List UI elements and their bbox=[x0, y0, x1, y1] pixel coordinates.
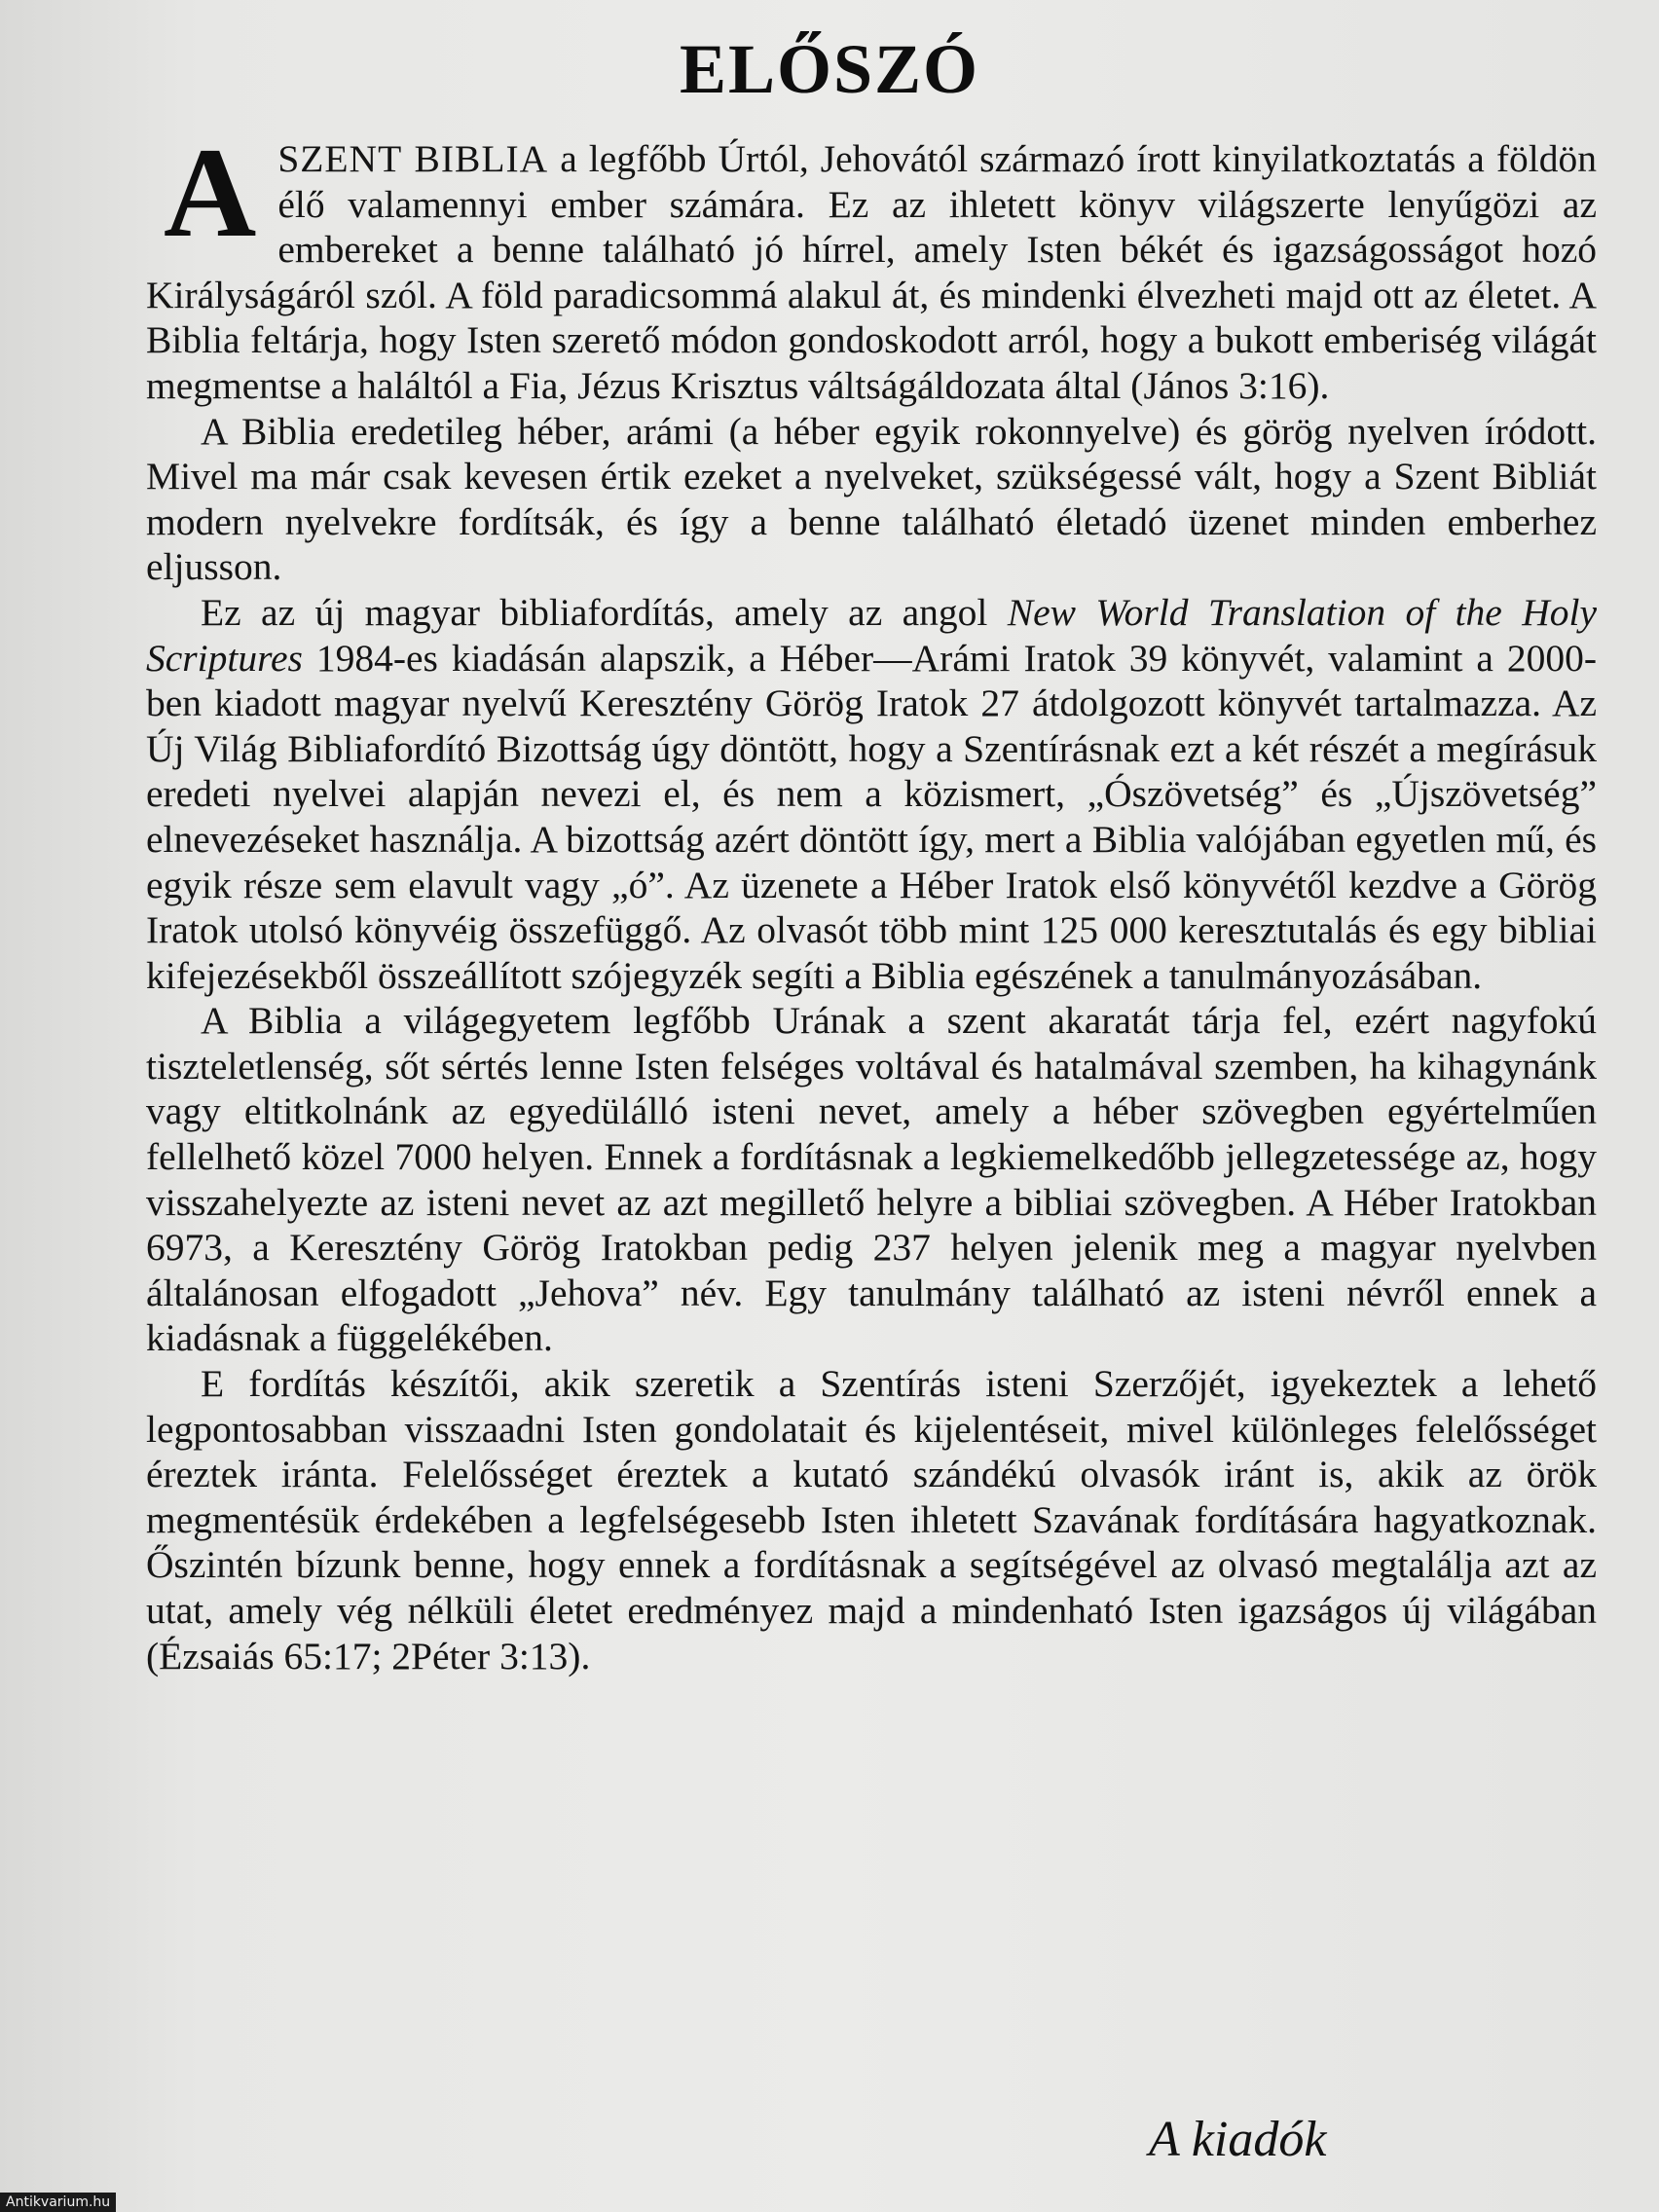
paragraph-1-smallcaps: SZENT BIBLIA bbox=[277, 137, 549, 180]
paragraph-1-text: a legfőbb Úrtól, Jehovától származó írott kinyilatkoztatás a földön élő valamennyi ember számára. Ez az ihletett könyv világszerte lenyűgözi az embereket a benne található jó hírrel, amely Isten békét és igazságosságot hozó Királyságáról szól. A föld paradicsommá alakul át, és mindenki élvezheti majd ott az életet. A Biblia feltárja, hogy Isten szerető módon gondoskodott arról, hogy a bukott emberiség világát megmentse a haláltól a Fia, Jézus Krisztus váltságáldozata által (János 3:16). bbox=[146, 137, 1597, 407]
paragraph-3-book-title: New World Translation of the Holy Scriptures bbox=[146, 590, 1597, 680]
preface-body bbox=[146, 121, 1597, 1678]
paragraph-4: A Biblia a világegyetem legfőbb Urának a szent akaratát tárja fel, ezért nagyfokú tiszteletlenség, sőt sértés lenne Isten felséges voltával és hatalmával szemben, ha kihagynánk vagy eltitkolnánk az egyedülálló isteni nevet, amely a héber szövegben egyértelműen fellelhető közel 7000 helyen. Ennek a fordításnak a legkiemelkedőbb jellegzetessége az, hogy visszahelyezte az isteni nevet az azt megillető helyre a bibliai szövegben. A Héber Iratokban 6973, a Keresztény Görög Iratokban pedig 237 helyen jelenik meg a magyar nyelvben általánosan elfogadott „Jehova” név. Egy tanulmány található az isteni névről ennek a kiadásnak a függelékében. bbox=[146, 999, 1597, 1360]
paragraph-1 bbox=[146, 121, 1597, 409]
paragraph-3-text-after: 1984-es kiadásán alapszik, a Héber—Arámi Iratok 39 könyvét, valamint a 2000-ben kiadott magyar nyelvű Keresztény Görög Iratok 27 átdolgozott könyvét tartalmazza. Az Új Világ Bibliafordító Bizottság úgy döntött, hogy a Szentírásnak ezt a két részét a megírásuk eredeti nyelvei alapján nevezi el, és nem a közismert, „Ószövetség” és „Újszövetség” elnevezéseket használja. A bizottság azért döntött így, mert a Biblia valójában egyetlen mű, és egyik része sem elavult vagy „ó”. Az üzenete a Héber Iratok első könyvétől kezdve a Görög Iratok utolsó könyvéig összefüggő. Az olvasót több mint 125 000 keresztutalás és egy bibliai kifejezésekből összeállított szójegyzék segíti a Biblia egészének a tanulmányozásában. bbox=[146, 636, 1597, 997]
paragraph-2: A Biblia eredetileg héber, arámi (a héber egyik rokonnyelve) és görög nyelven íródott. Mivel ma már csak kevesen értik ezeket a nyelveket, szükségessé vált, hogy a Szent Bibliát modern nyelvekre fordítsák, és így a benne található életadó üzenet minden emberhez eljusson. bbox=[146, 409, 1597, 589]
paragraph-3 bbox=[146, 590, 1597, 998]
paragraph-3-text-before: Ez az új magyar bibliafordítás, amely az angol bbox=[201, 590, 1008, 634]
drop-cap: A bbox=[164, 121, 257, 264]
watermark: Antikvarium.hu bbox=[0, 2193, 116, 2212]
page-title: ELŐSZÓ bbox=[679, 30, 980, 108]
signature: A kiadók bbox=[1149, 2112, 1327, 2167]
paragraph-5: E fordítás készítői, akik szeretik a Szentírás isteni Szerzőjét, igyekeztek a lehető legpontosabban visszaadni Isten gondolatait és kijelentéseit, mivel különleges felelősséget éreztek iránta. Felelősséget éreztek a kutató szándékú olvasók iránt is, akik az örök megmentésük érdekében a legfelségesebb Isten ihletett Szavának fordítására hagyatkoznak. Őszintén bízunk benne, hogy ennek a fordításnak a segítségével az olvasó megtalálja azt az utat, amely vég nélküli életet eredményez majd a mindenható Isten igazságos új világában (Ézsaiás 65:17; 2Péter 3:13). bbox=[146, 1362, 1597, 1677]
